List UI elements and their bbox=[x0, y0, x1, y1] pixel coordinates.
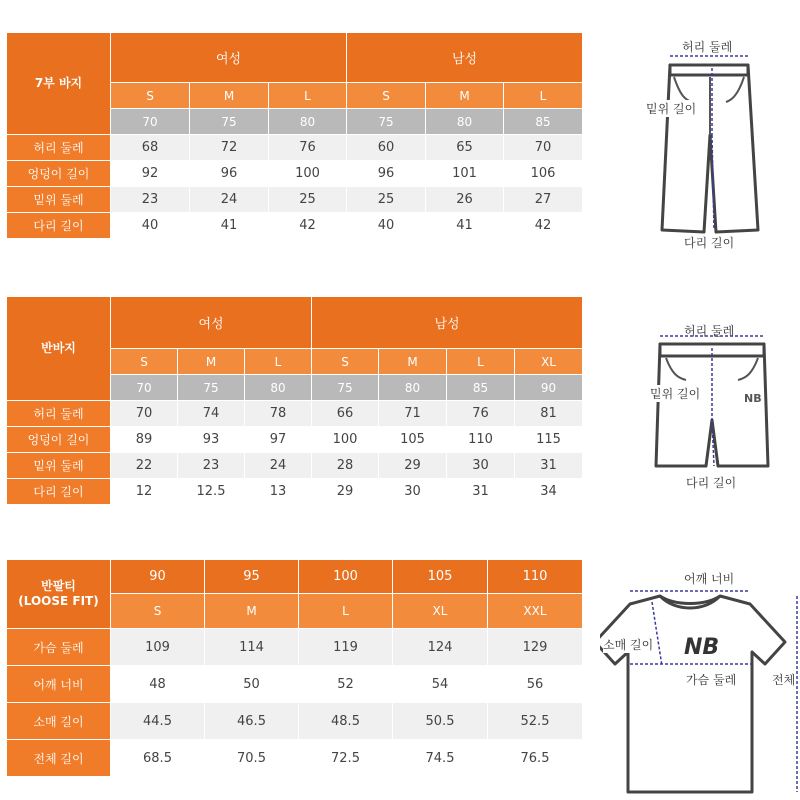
value-cell: 74 bbox=[178, 401, 245, 427]
size-table-tshirt bbox=[6, 559, 583, 777]
group-header-women: 여성 bbox=[111, 33, 347, 83]
size-cell: S bbox=[347, 83, 426, 109]
table-row bbox=[7, 401, 583, 427]
value-cell: 101 bbox=[426, 161, 504, 187]
waist-label: 허리 둘레 bbox=[682, 40, 733, 54]
size-cell: M bbox=[190, 83, 269, 109]
value-cell: 42 bbox=[269, 213, 347, 239]
value-cell: 40 bbox=[347, 213, 426, 239]
value-cell: 70.5 bbox=[205, 740, 299, 777]
value-cell: 72.5 bbox=[299, 740, 393, 777]
size-cell: L bbox=[504, 83, 583, 109]
size-cell: L bbox=[269, 83, 347, 109]
size-cell: XL bbox=[515, 349, 583, 375]
size-cell: XL bbox=[393, 594, 488, 629]
value-cell: 29 bbox=[312, 479, 379, 505]
value-cell: 60 bbox=[347, 135, 426, 161]
value-cell: 56 bbox=[488, 666, 583, 703]
rise-label: 밑위 길이 bbox=[650, 387, 701, 401]
value-cell: 12.5 bbox=[178, 479, 245, 505]
value-cell: 48 bbox=[111, 666, 205, 703]
value-cell: 29 bbox=[379, 453, 447, 479]
value-cell: 40 bbox=[111, 213, 190, 239]
row-label: 허리 둘레 bbox=[7, 135, 111, 161]
value-cell: 72 bbox=[190, 135, 269, 161]
tshirt-diagram bbox=[600, 582, 800, 800]
size-cell: L bbox=[245, 349, 312, 375]
size-number-cell: 100 bbox=[299, 560, 393, 594]
size-number-cell: 75 bbox=[347, 109, 426, 135]
brand-logo-icon: NB bbox=[684, 635, 720, 660]
row-label: 허리 둘레 bbox=[7, 401, 111, 427]
value-cell: 74.5 bbox=[393, 740, 488, 777]
size-number-cell: 90 bbox=[515, 375, 583, 401]
value-cell: 54 bbox=[393, 666, 488, 703]
value-cell: 41 bbox=[190, 213, 269, 239]
size-cell: M bbox=[379, 349, 447, 375]
value-cell: 31 bbox=[447, 479, 515, 505]
table-row bbox=[7, 213, 583, 239]
value-cell: 106 bbox=[504, 161, 583, 187]
value-cell: 22 bbox=[111, 453, 178, 479]
table-row bbox=[7, 453, 583, 479]
table-title bbox=[7, 560, 111, 629]
shoulder-label: 어깨 너비 bbox=[684, 572, 735, 586]
value-cell: 68.5 bbox=[111, 740, 205, 777]
brand-logo-icon: NB bbox=[744, 392, 762, 405]
value-cell: 96 bbox=[190, 161, 269, 187]
value-cell: 93 bbox=[178, 427, 245, 453]
pants-diagram bbox=[640, 40, 780, 255]
group-header-men: 남성 bbox=[312, 297, 583, 349]
value-cell: 100 bbox=[312, 427, 379, 453]
value-cell: 46.5 bbox=[205, 703, 299, 740]
value-cell: 76.5 bbox=[488, 740, 583, 777]
value-cell: 27 bbox=[504, 187, 583, 213]
value-cell: 129 bbox=[488, 629, 583, 666]
size-number-cell: 95 bbox=[205, 560, 299, 594]
value-cell: 89 bbox=[111, 427, 178, 453]
value-cell: 48.5 bbox=[299, 703, 393, 740]
chest-label: 가슴 둘레 bbox=[686, 673, 737, 687]
size-cell: S bbox=[111, 349, 178, 375]
sleeve-label: 소매 길이 bbox=[603, 638, 654, 652]
size-number-cell: 70 bbox=[111, 375, 178, 401]
size-number-cell: 90 bbox=[111, 560, 205, 594]
value-cell: 92 bbox=[111, 161, 190, 187]
size-cell: M bbox=[178, 349, 245, 375]
size-table-cropped-pants bbox=[6, 32, 583, 239]
value-cell: 110 bbox=[447, 427, 515, 453]
row-label: 밑위 둘레 bbox=[7, 187, 111, 213]
table-row bbox=[7, 135, 583, 161]
value-cell: 23 bbox=[178, 453, 245, 479]
group-header-women: 여성 bbox=[111, 297, 312, 349]
value-cell: 119 bbox=[299, 629, 393, 666]
value-cell: 81 bbox=[515, 401, 583, 427]
size-cell: M bbox=[426, 83, 504, 109]
size-cell: L bbox=[447, 349, 515, 375]
value-cell: 115 bbox=[515, 427, 583, 453]
value-cell: 42 bbox=[504, 213, 583, 239]
table-title-line1: 반팔티 bbox=[41, 579, 76, 593]
value-cell: 65 bbox=[426, 135, 504, 161]
size-cell: XXL bbox=[488, 594, 583, 629]
size-number-cell: 110 bbox=[488, 560, 583, 594]
row-label: 엉덩이 길이 bbox=[7, 427, 111, 453]
row-label: 전체 길이 bbox=[7, 740, 111, 777]
rise-label: 밑위 길이 bbox=[646, 102, 697, 116]
value-cell: 26 bbox=[426, 187, 504, 213]
value-cell: 50 bbox=[205, 666, 299, 703]
value-cell: 13 bbox=[245, 479, 312, 505]
value-cell: 41 bbox=[426, 213, 504, 239]
value-cell: 12 bbox=[111, 479, 178, 505]
size-number-cell: 75 bbox=[312, 375, 379, 401]
total-length-label: 전체 bbox=[772, 673, 796, 687]
value-cell: 44.5 bbox=[111, 703, 205, 740]
leg-label: 다리 길이 bbox=[686, 476, 737, 490]
table-title: 반바지 bbox=[7, 297, 111, 401]
value-cell: 124 bbox=[393, 629, 488, 666]
size-number-cell: 85 bbox=[504, 109, 583, 135]
table-row bbox=[7, 161, 583, 187]
table-row bbox=[7, 479, 583, 505]
value-cell: 30 bbox=[379, 479, 447, 505]
value-cell: 100 bbox=[269, 161, 347, 187]
size-cell: S bbox=[111, 594, 205, 629]
value-cell: 76 bbox=[447, 401, 515, 427]
value-cell: 70 bbox=[504, 135, 583, 161]
size-number-cell: 80 bbox=[245, 375, 312, 401]
value-cell: 66 bbox=[312, 401, 379, 427]
row-label: 엉덩이 길이 bbox=[7, 161, 111, 187]
value-cell: 70 bbox=[111, 401, 178, 427]
tshirt-outline bbox=[600, 596, 785, 792]
size-number-cell: 80 bbox=[426, 109, 504, 135]
size-number-cell: 85 bbox=[447, 375, 515, 401]
row-label: 다리 길이 bbox=[7, 479, 111, 505]
size-number-cell: 75 bbox=[178, 375, 245, 401]
value-cell: 31 bbox=[515, 453, 583, 479]
size-cell: L bbox=[299, 594, 393, 629]
value-cell: 23 bbox=[111, 187, 190, 213]
value-cell: 114 bbox=[205, 629, 299, 666]
size-cell: M bbox=[205, 594, 299, 629]
table-row bbox=[7, 427, 583, 453]
value-cell: 30 bbox=[447, 453, 515, 479]
value-cell: 24 bbox=[190, 187, 269, 213]
waistband bbox=[670, 65, 748, 75]
row-label: 밑위 둘레 bbox=[7, 453, 111, 479]
row-label: 다리 길이 bbox=[7, 213, 111, 239]
value-cell: 105 bbox=[379, 427, 447, 453]
value-cell: 109 bbox=[111, 629, 205, 666]
value-cell: 50.5 bbox=[393, 703, 488, 740]
value-cell: 97 bbox=[245, 427, 312, 453]
value-cell: 78 bbox=[245, 401, 312, 427]
size-number-cell: 105 bbox=[393, 560, 488, 594]
waist-label: 허리 둘레 bbox=[684, 324, 735, 338]
table-row bbox=[7, 187, 583, 213]
size-table-shorts bbox=[6, 296, 583, 505]
group-header-men: 남성 bbox=[347, 33, 583, 83]
leg-label: 다리 길이 bbox=[684, 236, 735, 250]
value-cell: 96 bbox=[347, 161, 426, 187]
value-cell: 71 bbox=[379, 401, 447, 427]
row-label: 가슴 둘레 bbox=[7, 629, 111, 666]
row-label: 소매 길이 bbox=[7, 703, 111, 740]
value-cell: 68 bbox=[111, 135, 190, 161]
row-label: 어깨 너비 bbox=[7, 666, 111, 703]
size-cell: S bbox=[111, 83, 190, 109]
table-row bbox=[7, 629, 583, 666]
size-number-cell: 80 bbox=[379, 375, 447, 401]
size-number-cell: 75 bbox=[190, 109, 269, 135]
size-number-cell: 70 bbox=[111, 109, 190, 135]
value-cell: 52.5 bbox=[488, 703, 583, 740]
table-row bbox=[7, 703, 583, 740]
size-cell: S bbox=[312, 349, 379, 375]
size-number-cell: 80 bbox=[269, 109, 347, 135]
table-row bbox=[7, 740, 583, 777]
value-cell: 52 bbox=[299, 666, 393, 703]
value-cell: 34 bbox=[515, 479, 583, 505]
table-title: 7부 바지 bbox=[7, 33, 111, 135]
value-cell: 28 bbox=[312, 453, 379, 479]
value-cell: 25 bbox=[269, 187, 347, 213]
value-cell: 24 bbox=[245, 453, 312, 479]
table-title-line2: (LOOSE FIT) bbox=[18, 594, 99, 608]
value-cell: 76 bbox=[269, 135, 347, 161]
table-row bbox=[7, 666, 583, 703]
value-cell: 25 bbox=[347, 187, 426, 213]
